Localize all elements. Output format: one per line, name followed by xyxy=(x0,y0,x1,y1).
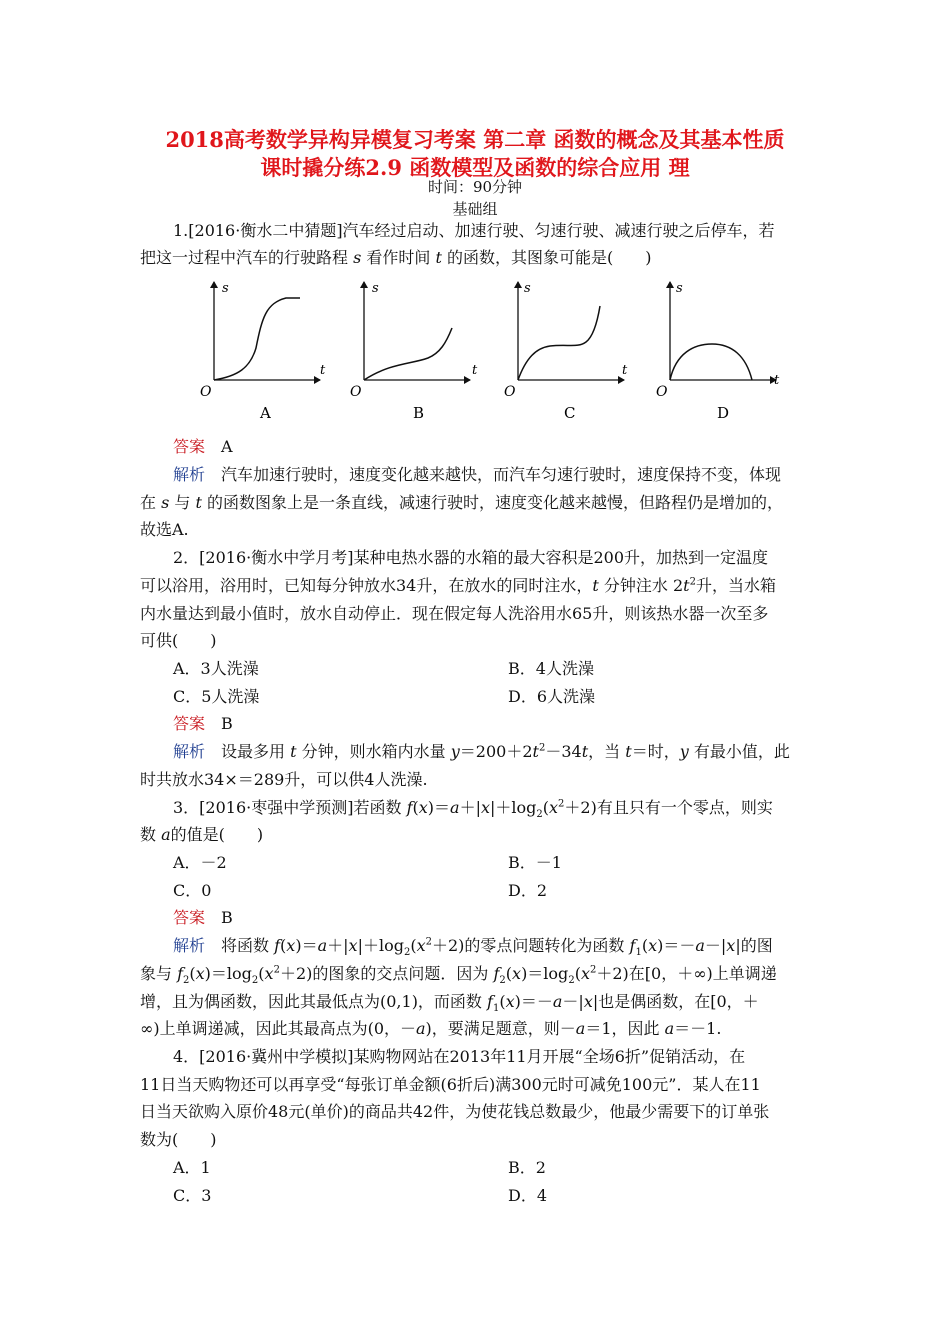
q3-line2: 数 a的值是( ) xyxy=(140,825,264,844)
q4-line1: 4．[2016·冀州中学模拟]某购物网站在2013年11月开展“全场6折”促销活动，在 xyxy=(173,1047,746,1066)
q1-answer: 答案 A xyxy=(173,437,233,456)
graph-d-caption: D xyxy=(717,404,730,422)
q3-option-c: C．0 xyxy=(173,881,212,900)
q4-option-b: B．2 xyxy=(508,1158,546,1177)
graph-d xyxy=(656,281,780,422)
q4-option-a: A．1 xyxy=(173,1158,211,1177)
q3-answer: 答案 B xyxy=(173,908,233,927)
q2-option-d: D．6人洗澡 xyxy=(508,687,596,706)
graph-d-x-label: t xyxy=(774,373,780,388)
graph-d-origin: O xyxy=(656,384,668,400)
graph-c-x-label: t xyxy=(622,363,628,378)
q3-option-a: A．－2 xyxy=(173,853,227,872)
graph-b-y-label: s xyxy=(372,281,379,296)
graph-b-curve xyxy=(364,328,452,380)
graph-a-x-label: t xyxy=(320,363,326,378)
q2-option-c: C．5人洗澡 xyxy=(173,687,260,706)
graph-b-origin: O xyxy=(350,384,362,400)
q2-line3: 内水量达到最小值时，放水自动停止．现在假定每人洗浴用水65升，则该热水器一次至多 xyxy=(140,604,769,623)
q4-option-d: D．4 xyxy=(508,1186,548,1205)
q3-option-b: B．－1 xyxy=(508,853,562,872)
q2-option-b: B．4人洗澡 xyxy=(508,659,594,678)
time-limit: 时间：90分钟 xyxy=(427,178,523,196)
q1-explanation-line2: 在 s 与 t 的函数图象上是一条直线，减速行驶时，速度变化越来越慢，但路程仍是增加的， xyxy=(140,493,784,512)
q2-line1: 2．[2016·衡水中学月考]某种电热水器的水箱的最大容积是200升，加热到一定温度 xyxy=(173,548,769,567)
graph-b-x-label: t xyxy=(472,363,478,378)
q1-explanation-line3: 故选A. xyxy=(140,520,189,539)
graph-b-caption: B xyxy=(413,404,425,422)
q4-line2: 11日当天购物还可以再享受“每张订单金额(6折后)满300元时可减免100元”．某人在11 xyxy=(140,1075,761,1094)
q1-graph-options xyxy=(190,278,790,428)
graph-d-curve xyxy=(670,344,752,380)
q1-graphs-svg xyxy=(190,278,790,428)
graph-b xyxy=(350,281,478,422)
q2-line4: 可供( ) xyxy=(140,631,217,650)
q1-explanation-line1: 解析 汽车加速行驶时，速度变化越来越快，而汽车匀速行驶时，速度保持不变，体现 xyxy=(173,465,782,484)
q3-option-d: D．2 xyxy=(508,881,548,900)
q2-explanation-line2: 时共放水34×＝289升，可以供4人洗澡. xyxy=(140,770,428,789)
q3-line1: 3．[2016·枣强中学预测]若函数 $f(x)=a+|x|+\log_2(x^2+2)$有且只有一个零点，则实 xyxy=(173,798,773,821)
doc-title-line2: 课时撬分练2.9 函数模型及函数的综合应用 理 xyxy=(260,155,690,180)
group-heading: 基础组 xyxy=(452,200,498,218)
graph-a-caption: A xyxy=(260,404,271,422)
graph-c xyxy=(504,281,628,422)
graph-c-origin: O xyxy=(504,384,516,400)
graph-a-curve xyxy=(214,298,300,380)
q2-answer: 答案 B xyxy=(173,714,233,733)
q4-option-c: C．3 xyxy=(173,1186,212,1205)
graph-d-y-label: s xyxy=(676,281,683,296)
doc-title-line1: 2018高考数学异构异模复习考案 第二章 函数的概念及其基本性质 xyxy=(165,127,785,152)
q3-explanation-line1: 解析 将函数 $f(x)=a+|x|+\log_2(x^2+2)$的零点问题转化为函数 $f_1(x)=-a-|x|$的图 xyxy=(173,936,773,959)
q2-explanation-line1: 解析 设最多用 t 分钟，则水箱内水量 $y=200+2t^2-34t$，当 t＝时，y 有最小值，此 xyxy=(173,742,790,761)
graph-a-origin: O xyxy=(200,384,212,400)
graph-c-curve xyxy=(518,306,600,380)
q1-line2: 把这一过程中汽车的行驶路程 s 看作时间 t 的函数，其图象可能是( ) xyxy=(140,248,652,267)
q4-line3: 日当天欲购入原价48元(单价)的商品共42件，为使花钱总数最少，他最少需要下的订单张 xyxy=(140,1102,770,1121)
q3-explanation-line3: 增，且为偶函数，因此其最低点为(0,1)，而函数 $f_1(x)=-a-|x|$也是偶函数，在[0，＋ xyxy=(140,992,759,1015)
graph-a-y-label: s xyxy=(222,281,229,296)
graph-a xyxy=(200,281,326,422)
graph-c-caption: C xyxy=(564,404,576,422)
q2-option-a: A．3人洗澡 xyxy=(173,659,259,678)
q2-line2: 可以浴用，浴用时，已知每分钟放水34升，在放水的同时注水，t 分钟注水 $2t^2$升，当水箱 xyxy=(140,576,776,595)
q4-line4: 数为( ) xyxy=(140,1130,217,1149)
q3-explanation-line2: 象与 $f_2(x)=\log_2(x^2+2)$的图象的交点问题．因为 $f_2(x)=\log_2(x^2+2)$在[0，＋∞)上单调递 xyxy=(140,964,777,987)
graph-c-y-label: s xyxy=(524,281,531,296)
q3-explanation-line4: ∞)上单调递减，因此其最高点为(0，－a)，要满足题意，则－a＝1，因此 a＝－1. xyxy=(140,1019,722,1038)
q1-line1: 1.[2016·衡水二中猜题]汽车经过启动、加速行驶、匀速行驶、减速行驶之后停车，若 xyxy=(173,221,775,240)
